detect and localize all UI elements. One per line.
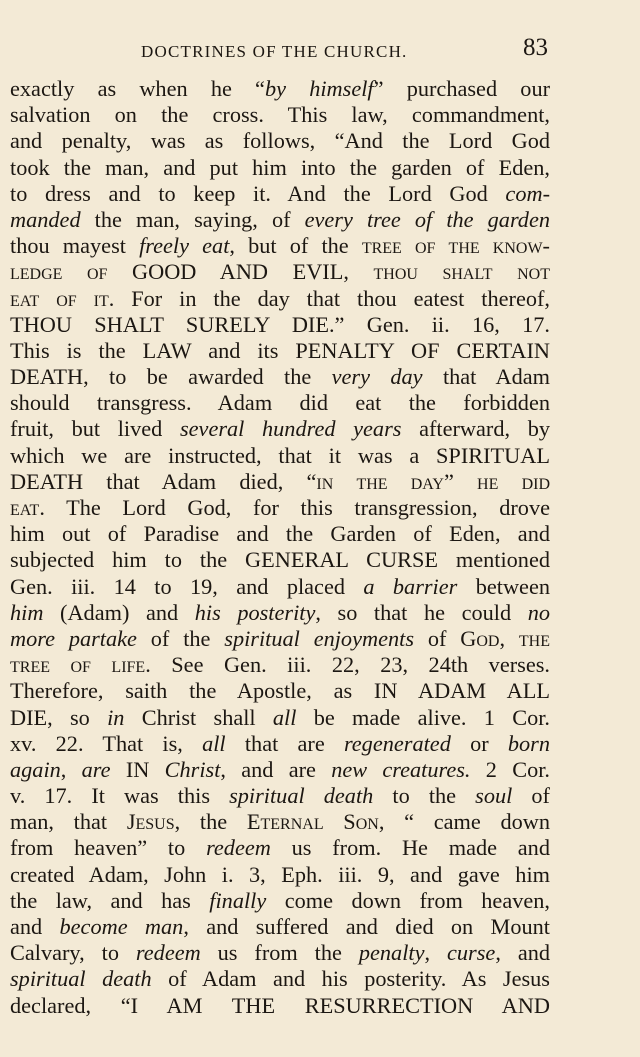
text-segment: redeem <box>135 940 201 966</box>
text-segment: God <box>460 625 500 651</box>
text-segment: , <box>499 625 519 651</box>
text-line <box>10 286 550 312</box>
text-segment: which we are instructed, that it was a SPIRITUAL <box>10 442 550 468</box>
text-segment: a barrier <box>363 573 458 599</box>
text-line <box>10 364 550 390</box>
text-segment: took the man, and put him into the garden of Eden, <box>10 154 550 180</box>
text-segment: several hundred years <box>179 416 402 442</box>
text-segment: again <box>10 756 61 782</box>
text-segment: be made alive. 1 Cor. <box>296 704 550 730</box>
text-segment: GOOD AND EVIL, <box>107 259 374 285</box>
text-segment: exactly as when he “ <box>10 76 265 101</box>
text-segment: that Adam <box>422 364 551 390</box>
text-segment: , <box>60 756 82 782</box>
text-segment: to dress and to keep it. And the Lord God <box>10 180 506 206</box>
text-segment: are <box>81 756 111 782</box>
text-line <box>10 155 550 181</box>
text-segment: Eternal Son <box>246 809 379 835</box>
text-line <box>10 102 550 128</box>
text-segment: Gen. iii. 14 to 19, and placed <box>10 573 364 599</box>
text-segment: spiritual enjoyments <box>224 625 414 651</box>
text-segment: soul <box>475 783 513 809</box>
text-segment: by himself <box>264 76 374 101</box>
text-line <box>10 626 550 652</box>
text-segment: more partake <box>10 625 137 651</box>
text-segment: of <box>414 625 461 651</box>
text-segment: Calvary, to <box>10 940 136 966</box>
body-text <box>10 76 550 1019</box>
text-segment: ledge of <box>10 259 108 285</box>
text-segment: (Adam) and <box>43 599 195 625</box>
text-segment: ” purchased our <box>373 76 551 101</box>
text-line <box>10 705 550 731</box>
text-line <box>10 338 550 364</box>
text-segment: Therefore, saith the Apostle, as IN ADAM ALL <box>10 678 550 704</box>
text-segment: spiritual death <box>229 783 374 809</box>
text-segment: , the <box>174 809 247 835</box>
text-segment: tree of the know- <box>361 233 550 259</box>
text-segment: DIE, so <box>10 704 108 730</box>
text-line <box>10 993 550 1019</box>
text-segment: born <box>507 730 550 756</box>
text-segment: come down from heaven, <box>266 887 550 913</box>
text-segment: the <box>518 625 550 651</box>
text-segment: , and <box>495 940 551 966</box>
text-line <box>10 835 550 861</box>
text-segment: spiritual death <box>10 966 152 992</box>
text-segment: in the day <box>316 468 444 494</box>
text-segment: v. 17. It was this <box>10 783 230 809</box>
text-segment: Jesus <box>126 809 175 835</box>
text-segment: , and suffered and died on Mount <box>183 914 550 939</box>
text-line <box>10 966 550 992</box>
text-line <box>10 809 550 835</box>
text-segment: regenerated <box>343 730 451 756</box>
text-segment: redeem <box>206 835 271 861</box>
text-segment: afterward, by <box>401 416 550 442</box>
text-line <box>10 547 550 573</box>
text-segment: The Lord God, for this transgression, drove <box>44 495 550 520</box>
text-segment: , but of the <box>229 233 362 259</box>
text-segment: , so that he could <box>315 599 528 625</box>
text-segment: THOU SHALT SURELY DIE.” Gen. ii. 16, 17. <box>10 311 550 337</box>
text-segment: his posterity <box>194 599 316 625</box>
text-segment: become man <box>59 914 184 939</box>
text-line <box>10 940 550 966</box>
text-segment: created Adam, John i. 3, Eph. iii. 9, and gave him <box>10 861 550 887</box>
text-segment: all <box>272 704 297 730</box>
text-segment: tree of life. <box>10 652 151 678</box>
text-segment: DEATH that Adam died, “ <box>10 468 317 494</box>
text-segment: that are <box>225 730 344 756</box>
text-segment: DEATH, to be awarded the <box>10 364 332 390</box>
text-segment: See Gen. iii. 22, 23, 24th verses. <box>150 652 550 678</box>
text-segment: and penalty, was as follows, “And the Lord God <box>10 128 550 154</box>
text-line <box>10 495 550 521</box>
text-segment: This is the LAW and its PENALTY OF CERTAIN <box>10 337 550 363</box>
page-number: 83 <box>523 34 548 61</box>
text-segment: the law, and has <box>10 887 210 913</box>
text-line <box>10 469 550 495</box>
text-segment: declared, “I AM THE RESURRECTION AND <box>10 992 550 1018</box>
text-segment: no <box>527 599 550 625</box>
text-line <box>10 862 550 888</box>
text-segment: , and are <box>220 756 332 782</box>
text-line <box>10 652 550 678</box>
text-line <box>10 757 550 783</box>
text-segment: freely eat <box>139 233 230 259</box>
text-line <box>10 207 550 233</box>
text-segment: the man, saying, of <box>80 206 305 232</box>
text-segment: of the <box>136 625 225 651</box>
text-line <box>10 233 550 259</box>
text-segment: , <box>424 940 448 966</box>
text-segment: all <box>202 730 226 756</box>
text-segment: and <box>10 914 60 939</box>
text-segment: Christ shall <box>124 704 273 730</box>
text-line <box>10 390 550 416</box>
text-segment: thou mayest <box>10 233 140 259</box>
text-segment: 2 Cor. <box>470 756 550 782</box>
text-line <box>10 914 550 940</box>
text-segment: should transgress. Adam did eat the forbidden <box>10 390 550 416</box>
text-segment: manded <box>10 206 81 232</box>
text-segment: very day <box>331 364 423 390</box>
text-line <box>10 443 550 469</box>
text-segment: xv. 22. That is, <box>10 730 203 756</box>
text-line <box>10 574 550 600</box>
text-segment: eat. <box>10 495 45 520</box>
text-line <box>10 312 550 338</box>
text-segment: every tree of the garden <box>304 206 550 232</box>
text-segment: com- <box>505 180 550 206</box>
text-segment: new creatures. <box>331 756 471 782</box>
text-line <box>10 259 550 285</box>
text-segment: eat of it. <box>10 285 115 311</box>
running-head <box>0 34 640 68</box>
text-segment: him out of Paradise and the Garden of Eden, and <box>10 521 550 547</box>
text-segment: between <box>457 573 550 599</box>
text-segment: from heaven” to <box>10 835 207 861</box>
text-segment: thou shalt not <box>373 259 550 285</box>
text-line <box>10 76 550 102</box>
text-segment: salvation on the cross. This law, commandment, <box>10 102 550 128</box>
text-line <box>10 678 550 704</box>
text-segment: For in the day that thou eatest thereof, <box>114 285 550 311</box>
text-segment: he did <box>477 468 550 494</box>
text-line <box>10 128 550 154</box>
text-line <box>10 600 550 626</box>
text-segment: man, that <box>10 809 127 835</box>
text-segment: fruit, but lived <box>10 416 180 442</box>
text-segment: curse <box>447 940 496 966</box>
text-segment: IN <box>110 756 165 782</box>
text-line <box>10 521 550 547</box>
text-line <box>10 416 550 442</box>
text-segment: him <box>10 599 44 625</box>
text-segment: , “ came down <box>378 809 551 835</box>
running-head-title: DOCTRINES OF THE CHURCH. <box>141 42 408 61</box>
text-segment: of Adam and his posterity. As Jesus <box>151 966 550 992</box>
text-line <box>10 888 550 914</box>
text-segment: or <box>450 730 508 756</box>
text-segment: in <box>107 704 125 730</box>
text-segment: subjected him to the GENERAL CURSE mentioned <box>10 547 550 573</box>
text-segment: Christ <box>164 756 221 782</box>
text-segment: to the <box>373 783 476 809</box>
text-line <box>10 783 550 809</box>
text-line <box>10 731 550 757</box>
text-segment: ” <box>443 468 478 494</box>
text-segment: of <box>512 783 550 809</box>
text-segment: finally <box>209 887 267 913</box>
text-line <box>10 181 550 207</box>
text-segment: us from. He made and <box>270 835 550 861</box>
text-segment: penalty <box>358 940 425 966</box>
text-segment: us from the <box>200 940 359 966</box>
